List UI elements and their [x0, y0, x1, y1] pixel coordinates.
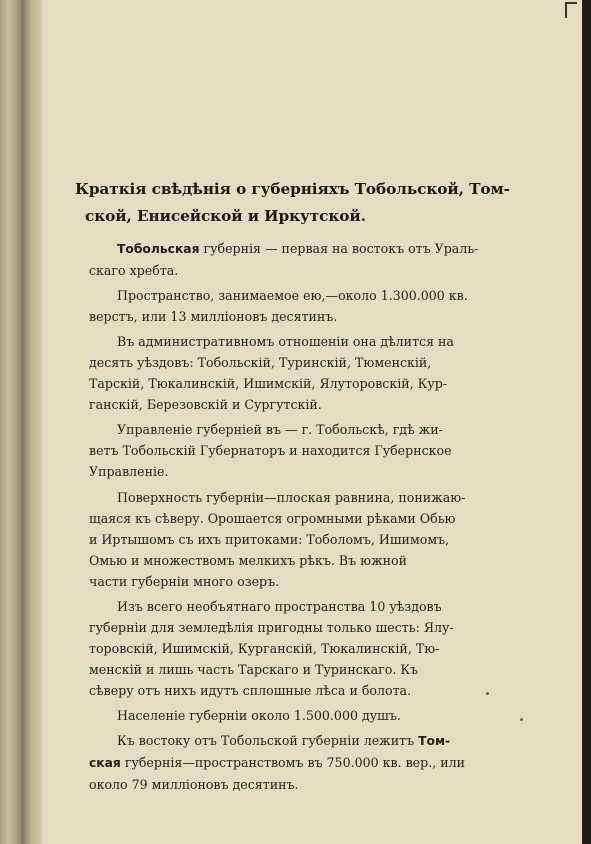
text-line	[89, 285, 487, 306]
text-run: верстъ, или 13 милліоновъ десятинъ.	[89, 309, 338, 325]
text-run: Населеніе губерніи около 1.500.000 душъ.	[117, 707, 401, 723]
text-line	[89, 306, 487, 327]
facing-page-edge	[0, 0, 22, 844]
text-run: менскій и лишь часть Тарскаго и Туринскаго. Къ	[89, 661, 419, 677]
text-line	[89, 596, 487, 617]
text-line	[89, 730, 487, 752]
text-line	[89, 331, 487, 352]
text-line	[89, 529, 487, 550]
text-run: ветъ Тобольскій Губернаторъ и находится Губернское	[89, 443, 452, 459]
bold-term: ская	[89, 756, 121, 771]
text-line	[89, 550, 487, 571]
bold-term: Тобольская	[117, 242, 200, 256]
text-line	[89, 487, 487, 508]
text-run: Омью и множествомъ мелкихъ рѣкъ. Въ южной	[89, 552, 408, 568]
heading-line: Краткія свѣдѣнія о губерніяхъ Тобольской, Том-	[75, 180, 510, 198]
text-run: Поверхность губерніи—плоская равнина, понижаю-	[117, 489, 466, 505]
book-spine-shadow	[22, 0, 42, 844]
text-run: десять уѣздовъ: Тобольскій, Туринскій, Тюменскій,	[89, 355, 432, 371]
text-run: торовскій, Ишимскій, Курганскій, Тюкалинскій, Тю-	[89, 640, 440, 656]
text-line	[89, 238, 487, 260]
text-line	[89, 680, 487, 701]
text-line	[89, 705, 487, 726]
text-line	[89, 571, 487, 592]
text-run: скаго хребта.	[89, 263, 179, 279]
speck-mark	[520, 718, 523, 721]
speck-mark	[486, 692, 489, 695]
text-line	[89, 461, 487, 482]
text-line	[89, 440, 487, 461]
text-run: Управленіе губерніей въ — г. Тобольскѣ, гдѣ жи-	[117, 422, 443, 438]
page-right-edge	[582, 0, 591, 844]
body-text	[89, 238, 487, 795]
text-run: Пространство, занимаемое ею,—около 1.300.000 кв.	[117, 288, 468, 304]
text-line	[89, 260, 487, 281]
text-run: и Иртышомъ съ ихъ притоками: Тоболомъ, Ишимомъ,	[89, 531, 450, 547]
text-run: Въ административномъ отношеніи она дѣлится на	[117, 334, 454, 350]
text-run: губернія—пространствомъ въ 750.000 кв. вер., или	[120, 755, 465, 771]
section-heading	[75, 176, 510, 230]
text-run: губернія — первая на востокъ отъ Ураль-	[199, 241, 479, 256]
text-line	[89, 373, 487, 394]
text-run: Къ востоку отъ Тобольской губерніи лежитъ	[117, 733, 419, 749]
text-line	[89, 419, 487, 440]
text-line	[89, 752, 487, 774]
text-run: около 79 милліоновъ десятинъ.	[89, 777, 299, 793]
text-run: части губерніи много озеръ.	[89, 573, 280, 589]
heading-line: ской, Енисейской и Иркутской.	[85, 207, 366, 225]
text-run: губерніи для земледѣлія пригодны только шесть: Ялу-	[89, 619, 454, 635]
text-line	[89, 638, 487, 659]
text-run: щаяся къ сѣверу. Орошается огромными рѣками Обью	[89, 510, 456, 526]
text-line	[89, 352, 487, 373]
text-line	[89, 774, 487, 795]
text-line	[89, 617, 487, 638]
corner-mark	[565, 2, 577, 18]
text-run: Тарскій, Тюкалинскій, Ишимскій, Ялуторовскій, Кур-	[89, 376, 448, 392]
text-run: Управленіе.	[89, 464, 169, 480]
text-line	[89, 659, 487, 680]
bold-term: Том-	[418, 734, 451, 749]
text-line	[89, 508, 487, 529]
text-run: сѣверу отъ нихъ идутъ сплошные лѣса и болота.	[89, 682, 412, 698]
text-run: Изъ всего необъятнаго пространства 10 уѣздовъ	[117, 598, 442, 614]
text-run: ганскій, Березовскій и Сургутскій.	[89, 397, 322, 413]
text-line	[89, 394, 487, 415]
